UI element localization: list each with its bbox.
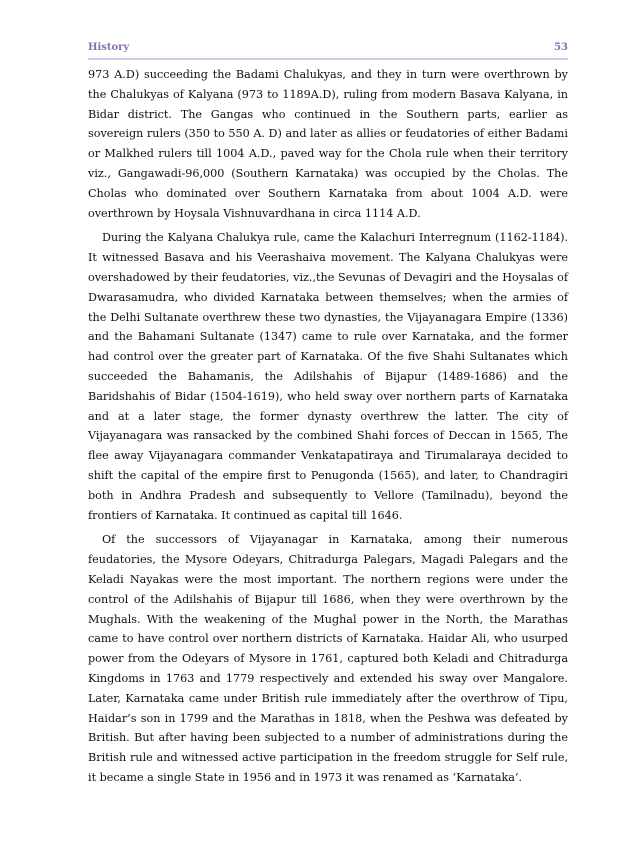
body-text	[88, 65, 568, 793]
header-title: History	[88, 42, 130, 53]
paragraph: 973 A.D) succeeding the Badami Chalukyas, and they in turn were overthrown by the Chalukyas of Kalyana (973 to 1189A.D), ruling from modern Basava Kalyana, in Bidar district. The Gangas who continued in the Southern parts, earlier as sovereign rulers (350 to 550 A. D) and later as allies or feudatories of either Badami or Malkhed rulers till 1004 A.D., paved way for the Chola rule when their territory viz., Gangawadi-96,000 (Southern Karnataka) was occupied by the Cholas. The Cholas who dominated over Southern Karnataka from about 1004 A.D. were overthrown by Hoysala Vishnuvardhana in circa 1114 A.D.	[88, 68, 568, 220]
running-header	[88, 40, 568, 60]
page-number: 53	[554, 42, 568, 53]
paragraph: Of the successors of Vijayanagar in Karnataka, among their numerous feudatories, the Mysore Odeyars, Chitradurga Palegars, Magadi Palegars and the Keladi Nayakas were the most important. The northern regions were under the control of the Adilshahis of Bijapur till 1686, when they were overthrown by the Mughals. With the weakening of the Mughal power in the North, the Marathas came to have control over northern districts of Karnataka. Haidar Ali, who usurped power from the Odeyars of Mysore in 1761, captured both Keladi and Chitradurga Kingdoms in 1763 and 1779 respectively and extended his sway over Mangalore. Later, Karnataka came under British rule immediately after the overthrow of Tipu, Haidar’s son in 1799 and the Marathas in 1818, when the Peshwa was defeated by British. But after having been subjected to a number of administrations during the British rule and witnessed active participation in the freedom struggle for Self rule, it became a single State in 1956 and in 1973 it was renamed as ‘Karnataka’.	[88, 533, 568, 784]
paragraph: During the Kalyana Chalukya rule, came the Kalachuri Interregnum (1162-1184). It witnessed Basava and his Veerashaiva movement. The Kalyana Chalukyas were overshadowed by their feudatories, viz.,the Sevunas of Devagiri and the Hoysalas of Dwarasamudra, who divided Karnataka between themselves; when the armies of the Delhi Sultanate overthrew these two dynasties, the Vijayanagara Empire (1336) and the Bahamani Sultanate (1347) came to rule over Karnataka, and the former had control over the greater part of Karnataka. Of the five Shahi Sultanates which succeeded the Bahamanis, the Adilshahis of Bijapur (1489-1686) and the Baridshahis of Bidar (1504-1619), who held sway over northern parts of Karnataka and at a later stage, the former dynasty overthrew the latter. The city of Vijayanagara was ransacked by the combined Shahi forces of Deccan in 1565, The flee away Vijayanagara commander Venkatapatiraya and Tirumalaraya decided to shift the capital of the empire first to Penugonda (1565), and later, to Chandragiri both in Andhra Pradesh and subsequently to Vellore (Tamilnadu), beyond the frontiers of Karnataka. It continued as capital till 1646.	[88, 231, 568, 522]
